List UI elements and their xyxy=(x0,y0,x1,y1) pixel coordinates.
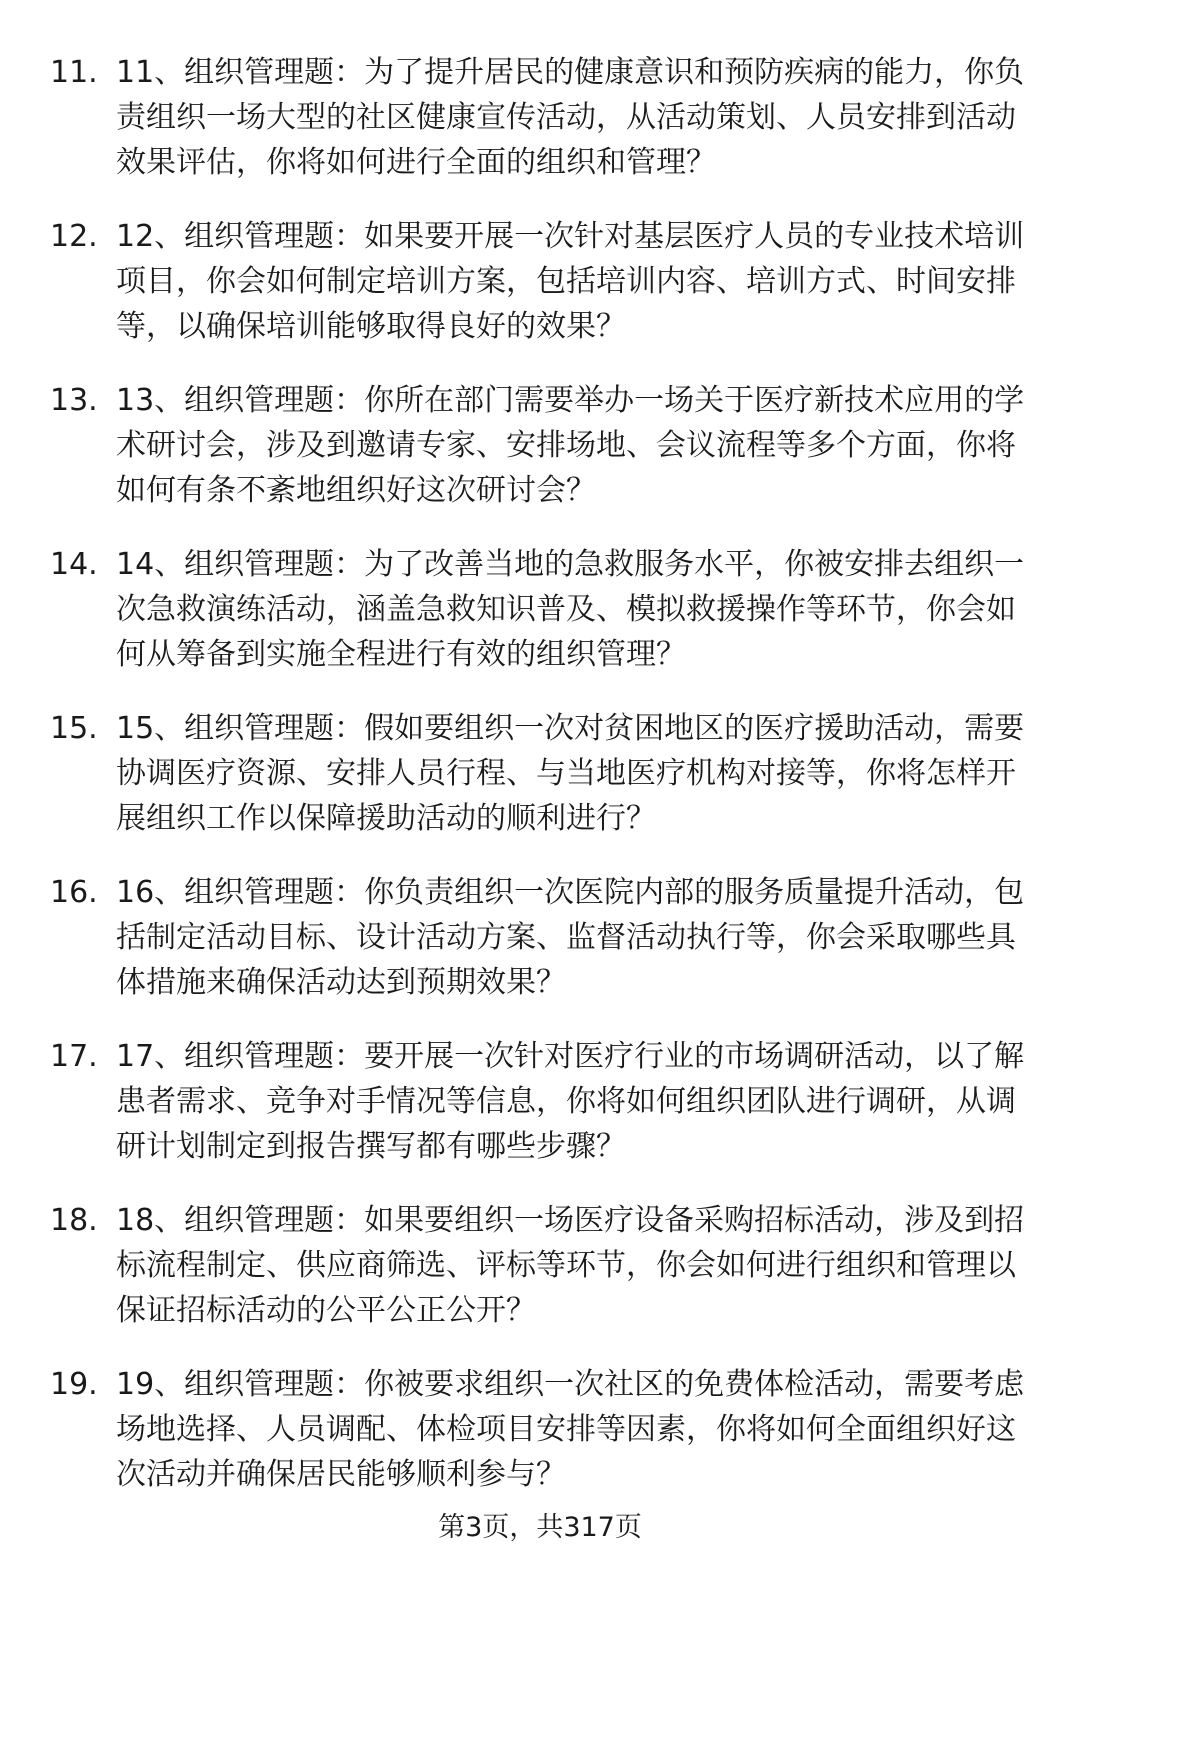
list-item-number: 18. xyxy=(50,1203,98,1238)
list-item xyxy=(0,378,1080,542)
list-item xyxy=(0,50,1080,214)
list-item-text: 16、组织管理题：你负责组织一次医院内部的服务质量提升活动，包括制定活动目标、设计活动方案、监督活动执行等，你会采取哪些具体措施来确保活动达到预期效果？ xyxy=(116,875,1025,1000)
list-item-number: 14. xyxy=(50,547,98,582)
list-item-text: 19、组织管理题：你被要求组织一次社区的免费体检活动，需要考虑场地选择、人员调配、体检项目安排等因素，你将如何全面组织好这次活动并确保居民能够顺利参与？ xyxy=(116,1367,1025,1492)
list-item-number: 17. xyxy=(50,1039,98,1074)
list-item xyxy=(0,214,1080,378)
list-item xyxy=(0,542,1080,706)
list-item xyxy=(0,870,1080,1034)
list-item-text: 14、组织管理题：为了改善当地的急救服务水平，你被安排去组织一次急救演练活动，涵盖急救知识普及、模拟救援操作等环节，你会如何从筹备到实施全程进行有效的组织管理？ xyxy=(116,547,1025,672)
list-item-text: 13、组织管理题：你所在部门需要举办一场关于医疗新技术应用的学术研讨会，涉及到邀请专家、安排场地、会议流程等多个方面，你将如何有条不紊地组织好这次研讨会？ xyxy=(116,383,1025,508)
list-item-text: 15、组织管理题：假如要组织一次对贫困地区的医疗援助活动，需要协调医疗资源、安排人员行程、与当地医疗机构对接等，你将怎样开展组织工作以保障援助活动的顺利进行？ xyxy=(116,711,1025,836)
list-item xyxy=(0,1198,1080,1362)
list-item-number: 15. xyxy=(50,711,98,746)
question-list xyxy=(0,50,1080,1526)
list-item-text: 18、组织管理题：如果要组织一场医疗设备采购招标活动，涉及到招标流程制定、供应商筛选、评标等环节，你会如何进行组织和管理以保证招标活动的公平公正公开？ xyxy=(116,1203,1025,1328)
list-item-number: 16. xyxy=(50,875,98,910)
list-item-number: 12. xyxy=(50,219,98,254)
list-item-text: 11、组织管理题：为了提升居民的健康意识和预防疾病的能力，你负责组织一场大型的社区健康宣传活动，从活动策划、人员安排到活动效果评估，你将如何进行全面的组织和管理？ xyxy=(116,55,1025,180)
list-item-number: 11. xyxy=(50,55,98,90)
list-item-number: 19. xyxy=(50,1367,98,1402)
list-item-text: 17、组织管理题：要开展一次针对医疗行业的市场调研活动，以了解患者需求、竞争对手情况等信息，你将如何组织团队进行调研，从调研计划制定到报告撰写都有哪些步骤？ xyxy=(116,1039,1025,1164)
list-item xyxy=(0,1362,1080,1526)
list-item xyxy=(0,706,1080,870)
list-item xyxy=(0,1034,1080,1198)
page-number: 第3页，共317页 xyxy=(438,1512,642,1543)
list-item-text: 12、组织管理题：如果要开展一次针对基层医疗人员的专业技术培训项目，你会如何制定培训方案，包括培训内容、培训方式、时间安排等，以确保培训能够取得良好的效果？ xyxy=(116,219,1025,344)
list-item-number: 13. xyxy=(50,383,98,418)
